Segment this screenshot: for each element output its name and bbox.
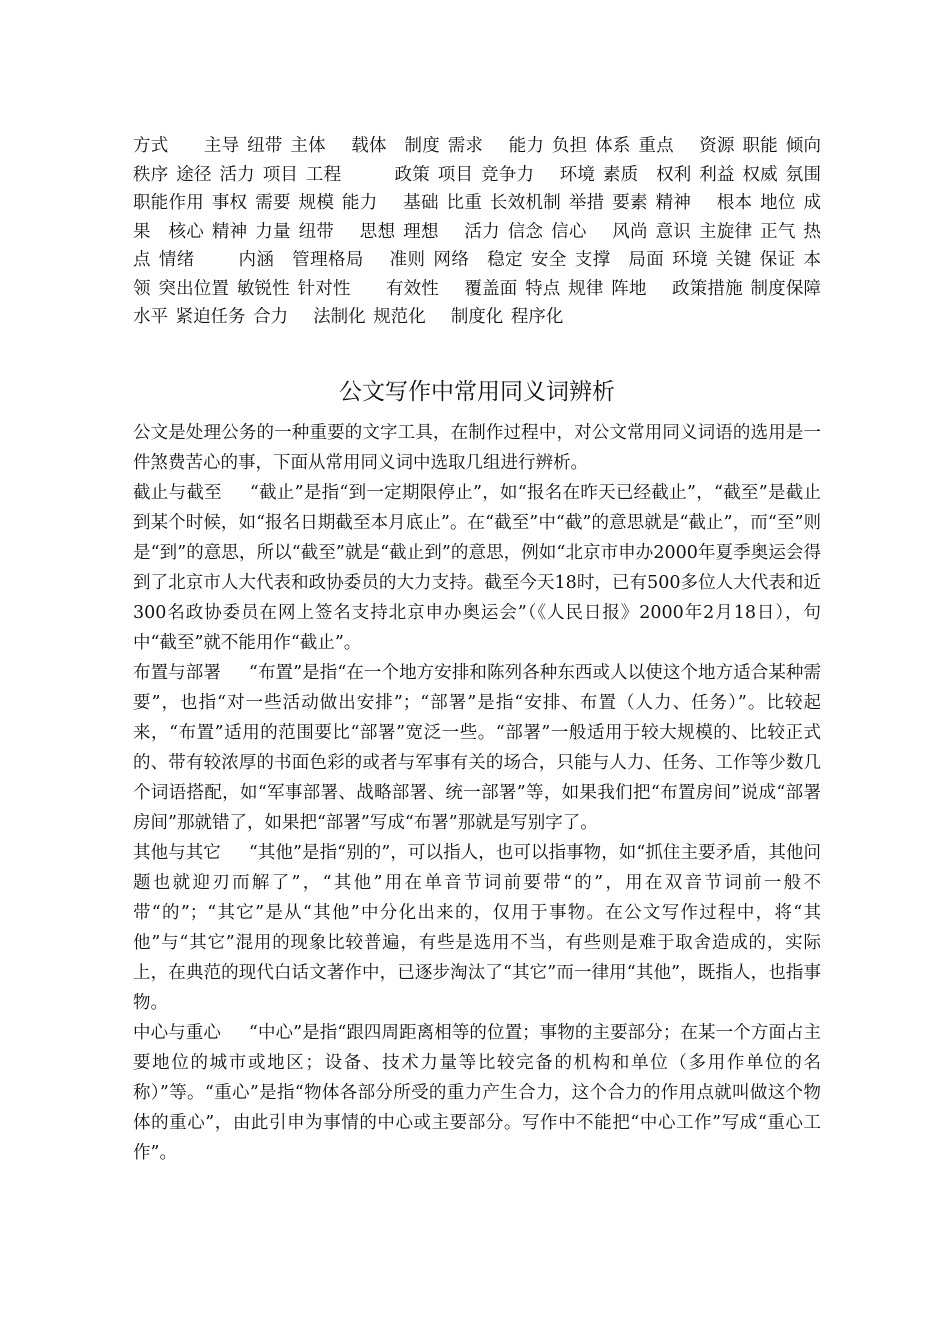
vocabulary-list: 方式 主导 纽带 主体 载体 制度 需求 能力 负担 体系 重点 资源 职能 倾向 秩序 途径 活力 项目 工程 政策 项目 竞争力 环境 素质 权利 利益 权威 氛围 职能作用 事权 需要 规模 能力 基础 比重 长效机制 举措 要素 精神 根本 地位 成果 核心 精神 力量 纽带 思想 理想 活力 信念 信心 风尚 意识 主旋律 正气 热点 情绪 内涵 管理格局 准则 网络 稳定 安全 支撑 局面 环境 关键 保证 本领 突出位置 敏锐性 针对性 有效性 覆盖面 特点 规律 阵地 政策措施 制度保障 水平 紧迫任务 合力 法制化 规范化 制度化 程序化	[133, 136, 856, 327]
entry-text: “其他”是指“别的”，可以指人，也可以指事物，如“抓住主要矛盾，其他问题也就迎刃而解了”，“其他”用在单音节词前要带“的”，用在双音节词前一般不带“的”；“其它”是从“其他”中分化出来的，仅用于事物。在公文写作过程中，将“其他”与“其它”混用的现象比较普遍，有些是选用不当，有些则是难于取舍造成的，实际上，在典范的现代白话文著作中，已逐步淘汰了“其它”而一律用“其他”，既指人，也指事物。	[133, 842, 822, 1013]
intro-paragraph: 公文是处理公务的一种重要的文字工具，在制作过程中，对公文常用同义词语的选用是一件煞费苦心的事，下面从常用同义词中选取几组进行辨析。	[133, 422, 821, 473]
entry-term: 布置与部署	[133, 662, 221, 683]
entry-buzhi	[133, 658, 821, 838]
entry-qita	[133, 838, 821, 1018]
entry-term: 截止与截至	[133, 482, 222, 503]
entry-text: “截止”是指“到一定期限停止”，如“报名在昨天已经截止”，“截至”是截止到某个时候，如“报名日期截至本月底止”。在“截至”中“截”的意思就是“截止”，而“至”则是“到”的意思，所以“截至”就是“截止到”的意思，例如“北京市申办2000年夏季奥运会得到了北京市人大代表和政协委员的大力支持。截至今天18时，已有500多位人大代表和近300名政协委员在网上签名支持北京申办奥运会”（《人民日报》2000年2月18日），句中“截至”就不能用作“截止”。	[133, 482, 822, 653]
entry-text: “中心”是指“跟四周距离相等的位置；事物的主要部分；在某一个方面占主要地位的城市或地区；设备、技术力量等比较完备的机构和单位（多用作单位的名称）”等。“重心”是指“物体各部分所受的重力产生合力，这个合力的作用点就叫做这个物体的重心”，由此引申为事情的中心或主要部分。写作中不能把“中心工作”写成“重心工作”。	[133, 1022, 822, 1163]
entry-term: 中心与重心	[133, 1022, 221, 1043]
entry-text: “布置”是指“在一个地方安排和陈列各种东西或人以使这个地方适合某种需要”，也指“对一些活动做出安排”；“部署”是指“安排、布置（人力、任务）”。比较起来，“布置”适用的范围要比“部署”宽泛一些。“部署”一般适用于较大规模的、比较正式的、带有较浓厚的书面色彩的或者与军事有关的场合，只能与人力、任务、工作等少数几个词语搭配，如“军事部署、战略部署、统一部署”等，如果我们把“布置房间”说成“部署房间”那就错了，如果把“部署”写成“布署”那就是写别字了。	[133, 662, 822, 833]
entry-jiezhi	[133, 478, 821, 658]
document-page	[133, 132, 856, 1168]
entry-zhongxin	[133, 1018, 821, 1168]
entry-term: 其他与其它	[133, 842, 221, 863]
document-title: 公文写作中常用同义词辨析	[339, 378, 615, 405]
